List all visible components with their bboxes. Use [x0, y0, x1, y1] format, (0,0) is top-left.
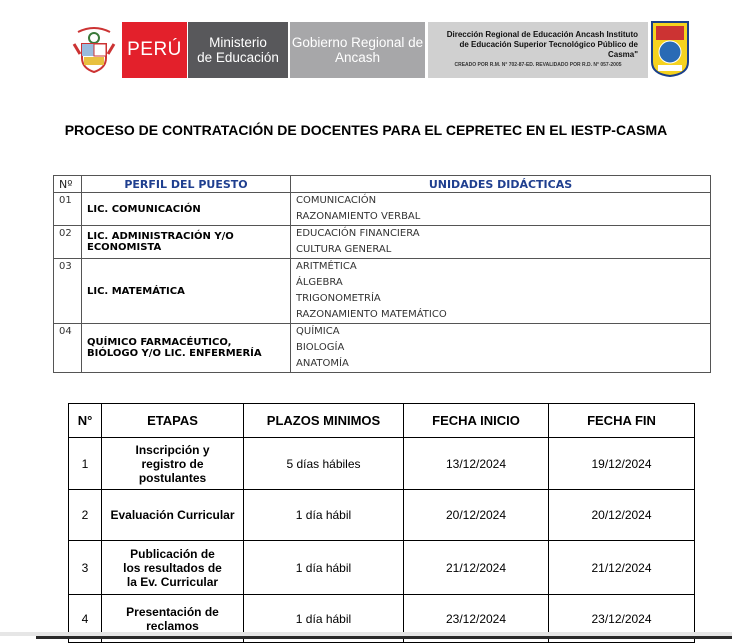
profile-cell: QUÍMICO FARMACÉUTICO, BIÓLOGO Y/O LIC. ENFERMERÍA: [82, 324, 291, 373]
institute-brand: [428, 22, 648, 78]
unit-item: CULTURA GENERAL: [296, 244, 392, 255]
profile-cell: LIC. ADMINISTRACIÓN Y/O ECONOMISTA: [82, 226, 291, 259]
institute-line-1: Dirección Regional de Educación Ancash Instituto: [446, 30, 638, 39]
column-header: N°: [69, 404, 102, 438]
unit-item: TRIGONOMETRÍA: [296, 293, 381, 304]
units-cell: [291, 226, 711, 259]
ministry-brand: [188, 22, 288, 78]
row-number: 01: [54, 193, 82, 226]
stage-cell: Evaluación Curricular: [102, 490, 244, 541]
units-cell: [291, 324, 711, 373]
table-row: [54, 259, 711, 324]
end-date-cell: 23/12/2024: [549, 595, 695, 643]
deadline-cell: 1 día hábil: [244, 541, 404, 595]
unit-item: ANATOMÍA: [296, 358, 349, 369]
column-header: PLAZOS MINIMOS: [244, 404, 404, 438]
start-date-cell: 20/12/2024: [404, 490, 549, 541]
step-number: 2: [69, 490, 102, 541]
step-number: 4: [69, 595, 102, 643]
peru-label: PERÚ: [127, 39, 182, 60]
regional-government-brand: [290, 22, 425, 78]
stage-cell: Inscripción y registro de postulantes: [102, 438, 244, 490]
units-cell: [291, 193, 711, 226]
schedule-table: [68, 403, 695, 643]
unit-item: EDUCACIÓN FINANCIERA: [296, 228, 420, 239]
end-date-cell: 20/12/2024: [549, 490, 695, 541]
regional-line-1: Gobierno Regional de: [291, 35, 424, 50]
end-date-cell: 21/12/2024: [549, 541, 695, 595]
column-header: FECHA FIN: [549, 404, 695, 438]
unit-item: RAZONAMIENTO VERBAL: [296, 211, 421, 222]
peru-coat-of-arms-logo: [72, 24, 116, 76]
units-cell: [291, 259, 711, 324]
institute-line-2: de Educación Superior Tecnológico Público de Casma": [459, 40, 638, 59]
start-date-cell: 21/12/2024: [404, 541, 549, 595]
unit-item: BIOLOGÍA: [296, 342, 345, 353]
deadline-cell: 1 día hábil: [244, 490, 404, 541]
unit-item: RAZONAMIENTO MATEMÁTICO: [296, 309, 447, 320]
institute-shield-logo: [650, 20, 690, 78]
column-header: Nº: [54, 176, 82, 193]
column-header: ETAPAS: [102, 404, 244, 438]
table-header-row: [54, 176, 711, 193]
table-row: [54, 193, 711, 226]
profile-cell: LIC. COMUNICACIÓN: [82, 193, 291, 226]
institute-note: CREADO POR R.M. N° 702-87-ED. REVALIDADO POR R.D. N° 057-2005: [454, 62, 622, 68]
column-header: UNIDADES DIDÁCTICAS: [291, 176, 711, 193]
table-row: [54, 226, 711, 259]
regional-line-2: Ancash: [334, 50, 381, 65]
column-header: PERFIL DEL PUESTO: [82, 176, 291, 193]
unit-item: QUÍMICA: [296, 326, 340, 337]
table-row: [69, 541, 695, 595]
column-header: FECHA INICIO: [404, 404, 549, 438]
table-row: [54, 324, 711, 373]
table-header-row: [69, 404, 695, 438]
peru-brand: [122, 22, 187, 78]
profiles-table: [53, 175, 711, 373]
table-row: [69, 490, 695, 541]
profile-cell: LIC. MATEMÁTICA: [82, 259, 291, 324]
stage-cell: Publicación de los resultados de la Ev. Curricular: [102, 541, 244, 595]
step-number: 1: [69, 438, 102, 490]
step-number: 3: [69, 541, 102, 595]
deadline-cell: 1 día hábil: [244, 595, 404, 643]
row-number: 02: [54, 226, 82, 259]
unit-item: COMUNICACIÓN: [296, 195, 377, 206]
start-date-cell: 13/12/2024: [404, 438, 549, 490]
deadline-cell: 5 días hábiles: [244, 438, 404, 490]
table-row: [69, 438, 695, 490]
unit-item: ARITMÉTICA: [296, 261, 357, 272]
row-number: 04: [54, 324, 82, 373]
end-date-cell: 19/12/2024: [549, 438, 695, 490]
ministry-line-1: Ministerio: [209, 35, 267, 50]
start-date-cell: 23/12/2024: [404, 595, 549, 643]
ministry-line-2: de Educación: [197, 50, 279, 65]
unit-item: ÁLGEBRA: [296, 277, 343, 288]
page-title: PROCESO DE CONTRATACIÓN DE DOCENTES PARA EL CEPRETEC EN EL IESTP-CASMA: [64, 122, 668, 138]
stage-cell: Presentación de reclamos: [102, 595, 244, 643]
row-number: 03: [54, 259, 82, 324]
